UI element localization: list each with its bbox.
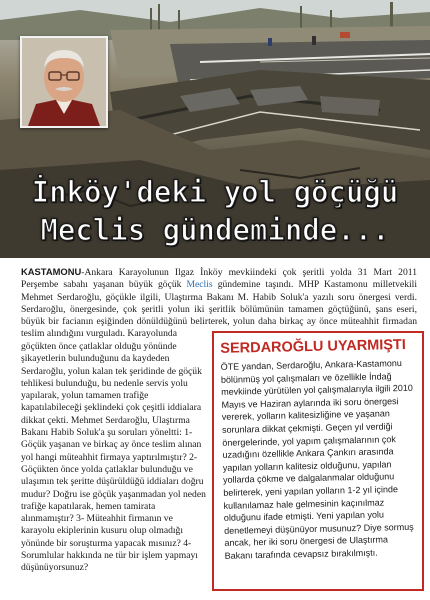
portrait-illustration — [22, 38, 106, 126]
sidebar-title: SERDAROĞLU UYARMIŞTI — [220, 336, 407, 357]
sidebar-text: ÖTE yandan, Serdaroğlu, Ankara-Kastamonu bölünmüş yol çalışmaları ve özellikle İndağ mevkiinde yürütülen yol çalışmalarıyla ilgili 2010 Mayıs ve Haziran aylarında iki soru önergesi vererek, yolların kalitesizliğine ve yaşanan sorunlara dikkat çekmişti. Geçen yıl verdiği önergelerinde, yol yapım çalışmalarının çok uzadığını özellikle Ankara Çankırı arasında yapılan yolların kalitesiz olduğunu, yapılan yollarda çökme ve dalgalanmalar olduğunu belirterek, yeni yapılan yolların 1-2 yıl içinde kullanılamaz hale gelmesinin kaçınılmaz olduğunu ifade etmişti. Yeni yapılan yolu denetlemeyi düşünüyor musunuz? Diye sormuş ancak, her iki soru önergesi de Ulaştırma Bakanı tarafında cevapsız bırakılmıştı. — [220, 358, 414, 561]
left-column-text: göçükten önce çatlaklar olduğu yönünde şikayetlerin bulunduğunu da kaydeden Serdaroğlu, yolun kalan tek şeridinde de göçük tehlikesi bulunduğu, bu nedenle servis yolu yapılarak, yolun tamamen trafiğe kapatılabileceği şeklindeki çok çeşitli iddialara dikkat çekti. Mehmet Serdaroğlu, Ulaştırma Bakanı Habib Soluk'a şu soruları yöneltti: 1- Göçük yaşanan ve birkaç ay önce teslim alınan yol hangi müteahhit firmaya yaptırılmıştır? 2- Göçükten önce yolda çatlaklar bulunduğu ve ulaşımın tek şeritte düşürüldüğü iddiaları doğru mudur? Doğru ise göçük yaşanmadan yol neden trafiğe kapatılarak, hemen tamirata alınmamıştır? 3- Müteahhit firmanın ve karayolu ekiplerinin kusuru olup olmadığı yönünde bir soruşturma yapacak mısınız? 4- Sorumlular hakkında ne tür bir işlem yapmayı düşünüyorsunuz? — [21, 341, 206, 574]
intro-text-b: gündemine taşındı. MHP Kastamonu milletvekili Mehmet Serdaroğlu, göçükle ilgili, Ulaştırma Bakanı M. Habib Soluk'a yazılı soru önergesi verdi. Serdaroğlu, önergesinde, çok şeritli yolun iki şeritlik bölümünün tamamen göçtüğünü, şans eseri, büyük bir facianın eşiğinden dönüldüğünü belirterek, yolun daha birkaç ay önce müteahhit firmadan teslim alındığını vurguladı. Karayolunda — [21, 279, 417, 340]
collapsed-road-photo — [0, 0, 430, 258]
headline-line-1: İnköy'deki yol göçüğü — [31, 175, 399, 209]
sidebar-box — [212, 331, 424, 591]
dateline: KASTAMONU — [21, 266, 82, 277]
headline-line-2: Meclis gündeminde... — [40, 213, 390, 247]
highlight-word: Meclis — [186, 279, 213, 291]
article-left-column — [21, 341, 207, 575]
portrait-photo — [20, 36, 108, 128]
article-intro — [21, 266, 417, 341]
intro-text-a: -Ankara Karayolunun Ilgaz İnköy mevkiindeki çok şeritli yolda 31 Mart 2011 Perşembe sabahı yaşanan büyük göçük — [21, 267, 417, 291]
